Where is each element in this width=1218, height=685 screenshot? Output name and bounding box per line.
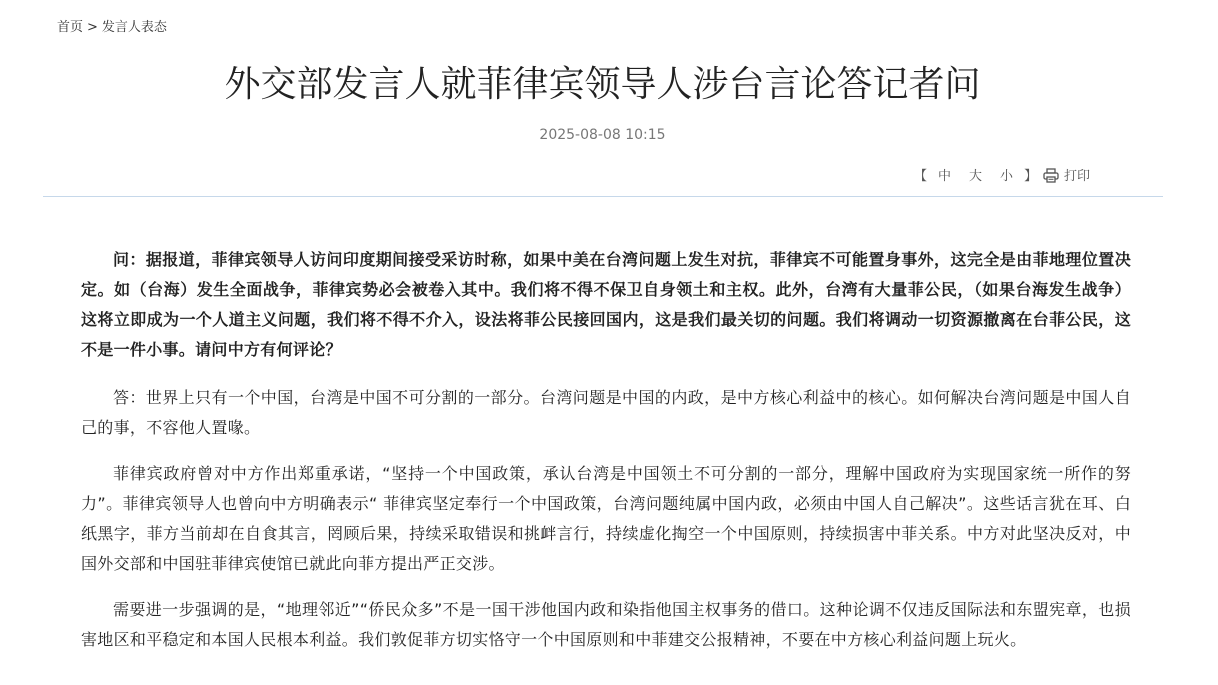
- breadcrumb-home-link[interactable]: 首页: [57, 20, 84, 35]
- article-body: [81, 245, 1131, 671]
- font-size-large-button[interactable]: 大: [969, 169, 983, 184]
- font-size-tools: [912, 168, 1039, 186]
- print-button[interactable]: [1043, 168, 1090, 186]
- publish-date: 2025-08-08 10:15: [539, 127, 666, 143]
- printer-icon: [1043, 169, 1064, 184]
- header-divider: [43, 196, 1163, 197]
- article-title: 外交部发言人就菲律宾领导人涉台言论答记者问: [224, 64, 981, 105]
- font-size-close-bracket: 】: [1024, 169, 1038, 184]
- breadcrumb-separator: >: [87, 20, 98, 35]
- question-paragraph: 问：据报道，菲律宾领导人访问印度期间接受采访时称，如果中美在台湾问题上发生对抗，菲律宾不可能置身事外，这完全是由菲地理位置决定。如（台海）发生全面战争，菲律宾势必会被卷入其中。我们将不得不保卫自身领土和主权。此外，台湾有大量菲公民，（如果台海发生战争）这将立即成为一个人道主义问题，我们将不得不介入，设法将菲公民接回国内，这是我们最关切的问题。我们将调动一切资源撤离在台菲公民，这不是一件小事。请问中方有何评论？: [81, 250, 1131, 359]
- breadcrumb: [57, 19, 167, 37]
- font-size-open-bracket: 【: [914, 169, 928, 184]
- breadcrumb-section-link[interactable]: 发言人表态: [101, 20, 167, 35]
- print-label: 打印: [1064, 169, 1091, 184]
- body-paragraph: 菲律宾政府曾对中方作出郑重承诺，“坚持一个中国政策，承认台湾是中国领土不可分割的一部分，理解中国政府为实现国家统一所作的努力”。菲律宾领导人也曾向中方明确表示“ 菲律宾坚定奉行一个中国政策，台湾问题纯属中国内政，必须由中国人自己解决”。这些话言犹在耳、白纸黑字，菲方当前却在自食其言，罔顾后果，持续采取错误和挑衅言行，持续虚化掏空一个中国原则，持续损害中菲关系。中方对此坚决反对，中国外交部和中国驻菲律宾使馆已就此向菲方提出严正交涉。: [81, 464, 1131, 573]
- font-size-small-button[interactable]: 小: [1000, 169, 1014, 184]
- font-size-medium-button[interactable]: 中: [938, 169, 952, 184]
- body-paragraph: 需要进一步强调的是，“地理邻近”“侨民众多”不是一国干涉他国内政和染指他国主权事务的借口。这种论调不仅违反国际法和东盟宪章，也损害地区和平稳定和本国人民根本利益。我们敦促菲方切实恪守一个中国原则和中菲建交公报精神，不要在中方核心利益问题上玩火。: [81, 600, 1131, 649]
- answer-paragraph: 答：世界上只有一个中国，台湾是中国不可分割的一部分。台湾问题是中国的内政，是中方核心利益中的核心。如何解决台湾问题是中国人自己的事，不容他人置喙。: [81, 388, 1131, 437]
